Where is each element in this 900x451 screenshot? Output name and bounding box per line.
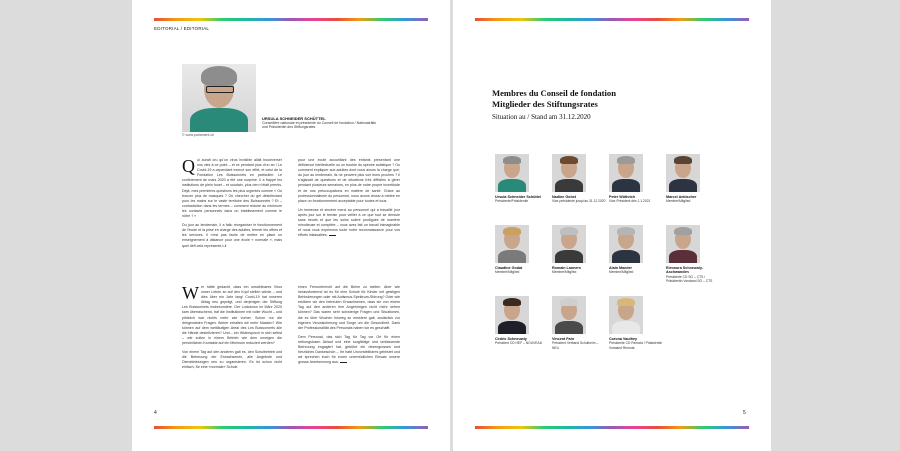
portrait-hair xyxy=(201,66,237,86)
member-card xyxy=(609,225,663,275)
member-card xyxy=(552,225,606,275)
member-photo xyxy=(552,296,586,334)
member-name: Claudine Godat xyxy=(495,266,523,270)
member-name: Corona Vauthey xyxy=(609,337,638,341)
end-mark xyxy=(329,235,336,236)
member-photo-hair xyxy=(560,227,578,235)
member-role: Membre/Mitglied xyxy=(609,270,634,275)
member-name: Ursula Schneider Schüttel xyxy=(495,195,541,199)
rainbow-rule-top xyxy=(475,18,749,21)
member-photo xyxy=(552,225,586,263)
title-german: Mitglieder des Stiftungsrates xyxy=(492,99,598,109)
french-paragraph-4: Un immense et sincère merci au personnel qui a travaillé jour après jour sur le terrain pour veiller à ce que tout se déroule sans heurts et que les soins soient prodigués de manière minutieuse et complète – vous avez fait un travail inimaginable et nous vous exprimons toute notre reconnaissance pour vos efforts inlassables. xyxy=(298,207,400,238)
section-label: EDITORIAL / EDITORIAL xyxy=(154,26,210,31)
member-card xyxy=(666,154,720,204)
german-column-1 xyxy=(182,285,282,371)
member-photo-hair xyxy=(617,156,635,164)
author-photo xyxy=(182,64,256,132)
photo-credit: © www.parlament.ch xyxy=(182,133,215,137)
french-paragraph-2: Du jour au lendemain, il a fallu réorganiser le fonctionnement de l’école et la prise en charge des adultes, fermer les offres et les services. Il n’est pas facile de mettre en place un enseignement à distance pour une école « normale », mais quel défi cela représente-t-il xyxy=(182,223,283,248)
rainbow-rule-bottom xyxy=(475,426,749,429)
member-photo-body xyxy=(498,321,526,334)
member-role: Présidente CD Remota / Präsidentin Vorstand Remota xyxy=(609,341,663,350)
rainbow-rule-top xyxy=(154,18,428,21)
page-subtitle: Situation au / Stand am 31.12.2020 xyxy=(492,113,591,121)
dropcap-q: Q xyxy=(182,156,195,176)
member-role: Membre/Mitglied xyxy=(666,199,691,204)
page-number: 4 xyxy=(154,410,157,416)
portrait-glasses xyxy=(206,86,234,93)
member-card xyxy=(609,296,663,350)
member-photo-body xyxy=(555,179,583,192)
member-photo-body xyxy=(669,179,697,192)
member-photo-hair xyxy=(617,227,635,235)
member-photo xyxy=(495,154,529,192)
french-paragraph-1: ui aurait cru qu’un virus invisible allait bouleverser nos vies à ce point – et ce pendant plus d’un an ! Le Covid-19 a cependant exercé son effet, et celui de la Fondation Les Buissonnets en particulier. Le confinement de mars 2020 a été une surprise. Il a frappé les institutions de plein fouet – et soudain, plus rien n’était permis. Déjà, mes premières questions les plus urgentes comme « Où trouver plus de masques ? Où chercher du gel désinfectant pour les mains sur le vaste territoire des Buissonnets ? Et – contradiction dans les termes – comment réduire au minimum les contacts personnels dans un établissement comme le nôtre ? » xyxy=(182,158,282,219)
member-photo-body xyxy=(669,250,697,263)
member-name: Romain Lanners xyxy=(552,266,581,270)
member-photo-body xyxy=(498,179,526,192)
member-role: Vice-Président dès 1.1.2021 xyxy=(609,199,651,204)
member-photo xyxy=(609,154,643,192)
member-photo-body xyxy=(612,179,640,192)
german-column-2 xyxy=(298,285,400,365)
german-paragraph-2: Von einem Tag auf den anderen galt es, den Schulbetrieb und die Betreuung der Erwachsenen, alle Angebote und Dienstleistungen neu zu organisieren. Es ist schon nicht einfach, für eine «normale» Schule xyxy=(182,350,282,370)
member-name: Eleonora Schneuwly-Aschwanden xyxy=(666,266,704,275)
member-role: Membre/Mitglied xyxy=(552,270,577,275)
member-photo xyxy=(495,225,529,263)
member-photo-hair xyxy=(503,156,521,164)
dropcap-w: W xyxy=(182,283,199,303)
member-role: Présidente CD SO – CTS / Präsidentin Vorstand SO – CTS xyxy=(666,274,713,283)
german-paragraph-3: einen Fernunterricht auf die Beine zu stellen. Aber wie herausfordernd ist es für eine Schule für Kinder mit geistigen Behinderungen oder mit Autismus-Spektrum-Störung? Oder wie erklären wir den betreuten Erwachsenen, dass sie von einem Tag auf den anderen ihre Angehörigen nicht mehr sehen können? Das waren sehr schwierige Fragen und Situationen, die es über Wochen hinweg zu meistern galt, zusätzlich zur eigenen Verunsicherung und Sorge um die Gesundheit. Dank der Professionalität des Personals haben wir es geschafft. xyxy=(298,285,400,330)
german-paragraph-1: er hätte gedacht, dass ein unsichtbares Virus unser Leben so auf den Kopf stellen würde – und dies über ein Jahr lang! Covid-19 hat unseren Alltag neu geprägt, und derjenigen der Stiftung Les Buissonnets insbesondere. Der Lockdown im März 2020 kam überraschend, traf die Institutionen mit voller Wucht – und plötzlich war nichts mehr wie vorher. Schon nur die dringendsten Fragen: Woher erhalten wir mehr Masken? Wie können auf dem weitläufigen Areal des Les Buissonnets alle die Hände desinfizieren? Und – ein Widerspruch in sich selbst – wie sollen in einem Betrieb wie dem unsrigen die persönlichen Kontakte auf ein Minimum reduziert werden? xyxy=(182,285,282,346)
member-photo xyxy=(666,225,700,263)
member-photo-body xyxy=(498,250,526,263)
end-mark xyxy=(340,362,347,363)
member-photo-body xyxy=(555,321,583,334)
rainbow-rule-bottom xyxy=(154,426,428,429)
title-french: Membres du Conseil de fondation xyxy=(492,88,616,98)
member-photo-hair xyxy=(560,298,578,306)
member-photo-hair xyxy=(674,156,692,164)
member-card xyxy=(552,296,606,350)
author-role: Conseillère nationale et présidente du Conseil de fondation / Nationalrätin und Präsidentin des Stiftungsrates xyxy=(262,121,377,129)
member-photo-body xyxy=(612,250,640,263)
author-name: URSULA SCHNEIDER SCHÜTTEL xyxy=(262,116,326,121)
member-photo-hair xyxy=(503,298,521,306)
portrait-body xyxy=(190,108,248,132)
member-name: Alain Maeder xyxy=(609,266,632,270)
member-role: Membre/Mitglied xyxy=(495,270,520,275)
member-photo-hair xyxy=(617,298,635,306)
member-role: Vice-présidente jusqu’au 31.12.2020 xyxy=(552,199,606,204)
member-photo xyxy=(609,225,643,263)
member-photo-hair xyxy=(503,227,521,235)
member-photo-body xyxy=(612,321,640,334)
member-role: Président CD HEF – NOUVEAU xyxy=(495,341,543,346)
french-paragraph-3: pour une école accueillant des enfants présentant une déficience intellectuelle ou un trouble du spectre autistique ? Ou comment expliquer aux adultes dont nous avons la charge que, du jour au lendemain, ils ne peuvent plus voir leurs proches ? Il s’agissait de questions et de situations très difficiles à gérer pendant plusieurs semaines, en plus de notre propre incertitude et de nos préoccupations en matière de santé. Grâce au professionnalisme du personnel, nous avons réussi à mettre en place un fonctionnement acceptable pour toutes et tous. xyxy=(298,158,400,203)
page-number: 5 xyxy=(743,410,746,416)
member-name: Cédric Schneuwly xyxy=(495,337,527,341)
member-name: Marcel Aebischer xyxy=(666,195,697,199)
member-card xyxy=(495,225,549,275)
member-photo-hair xyxy=(674,227,692,235)
member-photo xyxy=(666,154,700,192)
member-photo xyxy=(495,296,529,334)
member-photo-hair xyxy=(560,156,578,164)
member-card xyxy=(495,154,549,204)
french-column-1 xyxy=(182,158,282,249)
member-name: Peter Wüthrich xyxy=(609,195,636,199)
member-card xyxy=(552,154,606,204)
member-name: Vincent Fahr xyxy=(552,337,575,341)
member-role: Présidente/Präsidentin xyxy=(495,199,529,204)
member-photo xyxy=(552,154,586,192)
member-card xyxy=(666,225,720,283)
member-card xyxy=(495,296,549,346)
left-page xyxy=(132,0,450,451)
member-role: Président Verband Schulheim – NEU xyxy=(552,341,599,350)
member-photo-body xyxy=(555,250,583,263)
german-paragraph-4: Dem Personal, das sich Tag für Tag vor Ort für einen reibungslosen Ablauf und eine sorgfältige und umfassende Betreuung engagiert hat, gebührt ein riesengrosses und herzliches Dankeschön – Ihr habt Unvorstellbares geleistet und wir sprechen euch für euren unermüdlichen Einsatz unsere grosse Anerkennung aus. xyxy=(298,334,400,365)
member-photo xyxy=(609,296,643,334)
member-name: Nadine Gobet xyxy=(552,195,576,199)
page-title xyxy=(492,88,616,110)
right-page xyxy=(453,0,771,451)
french-column-2 xyxy=(298,158,400,238)
member-card xyxy=(609,154,663,204)
